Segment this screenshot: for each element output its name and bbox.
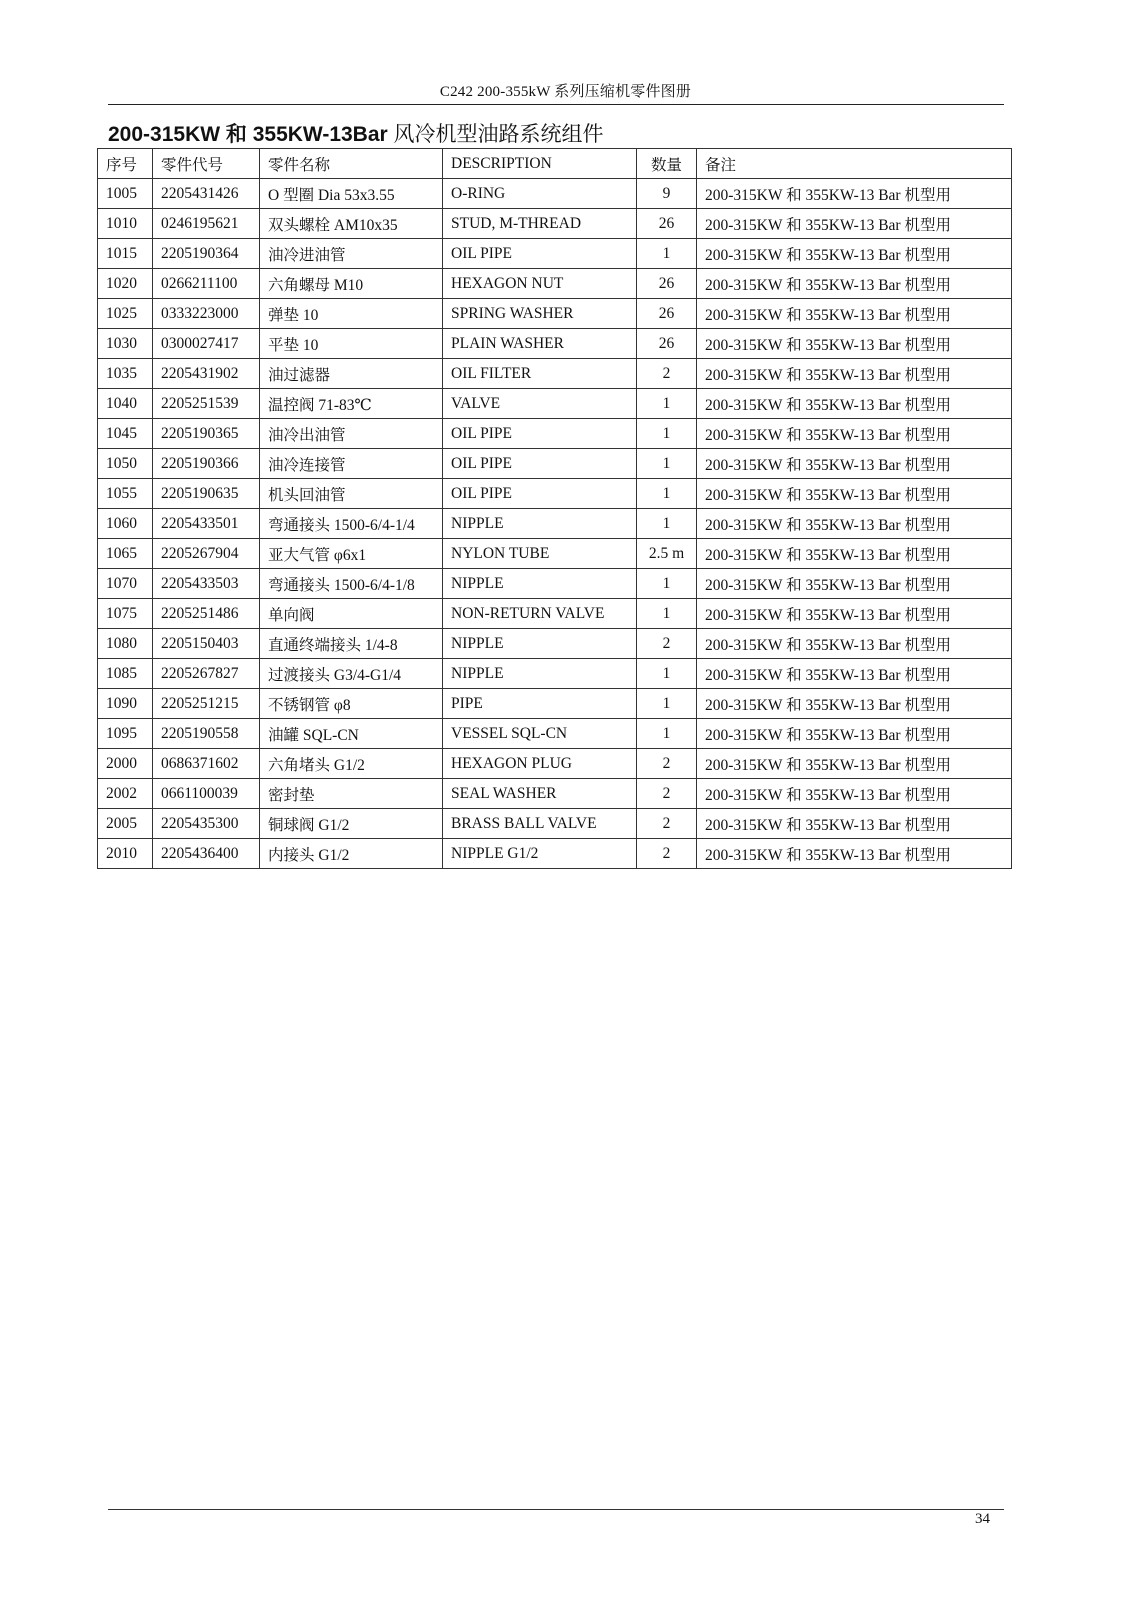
cell-quantity: 1 (637, 419, 697, 449)
cell-description: PLAIN WASHER (443, 329, 637, 359)
cell-part-code: 2205431902 (153, 359, 260, 389)
cell-seq: 1050 (98, 449, 153, 479)
cell-quantity: 1 (637, 509, 697, 539)
cell-remarks: 200-315KW 和 355KW-13 Bar 机型用 (697, 749, 1012, 779)
cell-part-name: 内接头 G1/2 (260, 839, 443, 869)
cell-part-name: 双头螺栓 AM10x35 (260, 209, 443, 239)
cell-part-code: 0300027417 (153, 329, 260, 359)
cell-part-name: 不锈钢管 φ8 (260, 689, 443, 719)
cell-quantity: 1 (637, 239, 697, 269)
cell-part-name: 油冷出油管 (260, 419, 443, 449)
cell-quantity: 2 (637, 839, 697, 869)
cell-description: NIPPLE G1/2 (443, 839, 637, 869)
cell-description: HEXAGON PLUG (443, 749, 637, 779)
cell-remarks: 200-315KW 和 355KW-13 Bar 机型用 (697, 509, 1012, 539)
table-row (98, 719, 1012, 749)
cell-seq: 2000 (98, 749, 153, 779)
table-row (98, 479, 1012, 509)
cell-remarks: 200-315KW 和 355KW-13 Bar 机型用 (697, 419, 1012, 449)
table-row (98, 209, 1012, 239)
cell-quantity: 26 (637, 209, 697, 239)
cell-part-code: 2205267904 (153, 539, 260, 569)
cell-part-code: 2205251539 (153, 389, 260, 419)
cell-part-code: 2205190365 (153, 419, 260, 449)
cell-description: SEAL WASHER (443, 779, 637, 809)
cell-part-name: 机头回油管 (260, 479, 443, 509)
table-row (98, 269, 1012, 299)
cell-seq: 1090 (98, 689, 153, 719)
cell-description: HEXAGON NUT (443, 269, 637, 299)
cell-part-code: 2205436400 (153, 839, 260, 869)
cell-description: BRASS BALL VALVE (443, 809, 637, 839)
cell-part-code: 0661100039 (153, 779, 260, 809)
cell-remarks: 200-315KW 和 355KW-13 Bar 机型用 (697, 479, 1012, 509)
cell-part-name: 油罐 SQL-CN (260, 719, 443, 749)
cell-quantity: 26 (637, 329, 697, 359)
table-row (98, 509, 1012, 539)
page-number: 34 (975, 1511, 990, 1527)
table-row (98, 809, 1012, 839)
cell-remarks: 200-315KW 和 355KW-13 Bar 机型用 (697, 449, 1012, 479)
cell-seq: 2002 (98, 779, 153, 809)
table-row (98, 779, 1012, 809)
cell-quantity: 1 (637, 449, 697, 479)
cell-seq: 1015 (98, 239, 153, 269)
cell-description: O-RING (443, 179, 637, 209)
cell-remarks: 200-315KW 和 355KW-13 Bar 机型用 (697, 569, 1012, 599)
cell-remarks: 200-315KW 和 355KW-13 Bar 机型用 (697, 269, 1012, 299)
cell-seq: 1035 (98, 359, 153, 389)
running-header: C242 200-355kW 系列压缩机零件图册 (439, 84, 692, 100)
cell-quantity: 1 (637, 389, 697, 419)
cell-description: OIL PIPE (443, 239, 637, 269)
cell-description: NIPPLE (443, 629, 637, 659)
cell-quantity: 1 (637, 719, 697, 749)
cell-remarks: 200-315KW 和 355KW-13 Bar 机型用 (697, 689, 1012, 719)
col-header-description: DESCRIPTION (443, 149, 637, 179)
cell-remarks: 200-315KW 和 355KW-13 Bar 机型用 (697, 209, 1012, 239)
cell-part-name: 油冷进油管 (260, 239, 443, 269)
cell-remarks: 200-315KW 和 355KW-13 Bar 机型用 (697, 719, 1012, 749)
cell-part-code: 2205190366 (153, 449, 260, 479)
table-row (98, 419, 1012, 449)
col-header-quantity: 数量 (637, 149, 697, 179)
cell-seq: 1075 (98, 599, 153, 629)
cell-part-name: O 型圈 Dia 53x3.55 (260, 179, 443, 209)
cell-quantity: 2 (637, 359, 697, 389)
table-row (98, 539, 1012, 569)
cell-quantity: 1 (637, 659, 697, 689)
cell-quantity: 2 (637, 749, 697, 779)
table-row (98, 179, 1012, 209)
parts-table (97, 148, 1012, 869)
cell-seq: 1095 (98, 719, 153, 749)
cell-seq: 1030 (98, 329, 153, 359)
cell-part-name: 铜球阀 G1/2 (260, 809, 443, 839)
cell-remarks: 200-315KW 和 355KW-13 Bar 机型用 (697, 539, 1012, 569)
cell-part-name: 油过滤器 (260, 359, 443, 389)
cell-quantity: 1 (637, 689, 697, 719)
table-header-row (98, 149, 1012, 179)
col-header-seq: 序号 (98, 149, 153, 179)
table-row (98, 449, 1012, 479)
cell-part-code: 2205433503 (153, 569, 260, 599)
cell-seq: 1025 (98, 299, 153, 329)
cell-part-code: 2205190558 (153, 719, 260, 749)
cell-part-name: 六角堵头 G1/2 (260, 749, 443, 779)
cell-part-code: 0333223000 (153, 299, 260, 329)
cell-seq: 1060 (98, 509, 153, 539)
cell-remarks: 200-315KW 和 355KW-13 Bar 机型用 (697, 779, 1012, 809)
cell-description: VALVE (443, 389, 637, 419)
table-row (98, 599, 1012, 629)
cell-description: NIPPLE (443, 659, 637, 689)
cell-part-name: 直通终端接头 1/4-8 (260, 629, 443, 659)
cell-remarks: 200-315KW 和 355KW-13 Bar 机型用 (697, 359, 1012, 389)
table-row (98, 359, 1012, 389)
section-title (108, 118, 604, 148)
table-row (98, 569, 1012, 599)
cell-part-code: 2205431426 (153, 179, 260, 209)
cell-part-name: 亚大气管 φ6x1 (260, 539, 443, 569)
cell-description: VESSEL SQL-CN (443, 719, 637, 749)
col-header-remarks: 备注 (697, 149, 1012, 179)
cell-quantity: 2 (637, 779, 697, 809)
cell-part-name: 弯通接头 1500-6/4-1/8 (260, 569, 443, 599)
cell-part-code: 2205433501 (153, 509, 260, 539)
col-header-part-code: 零件代号 (153, 149, 260, 179)
cell-part-code: 0246195621 (153, 209, 260, 239)
cell-remarks: 200-315KW 和 355KW-13 Bar 机型用 (697, 329, 1012, 359)
section-title-desc: 风冷机型油路系统组件 (387, 123, 604, 146)
cell-seq: 1045 (98, 419, 153, 449)
cell-seq: 1065 (98, 539, 153, 569)
cell-quantity: 2.5 m (637, 539, 697, 569)
cell-quantity: 26 (637, 269, 697, 299)
cell-seq: 1040 (98, 389, 153, 419)
cell-seq: 1020 (98, 269, 153, 299)
cell-part-name: 弹垫 10 (260, 299, 443, 329)
cell-quantity: 2 (637, 629, 697, 659)
cell-part-code: 2205190635 (153, 479, 260, 509)
cell-description: NIPPLE (443, 569, 637, 599)
cell-part-code: 2205267827 (153, 659, 260, 689)
cell-description: OIL FILTER (443, 359, 637, 389)
cell-part-code: 2205251486 (153, 599, 260, 629)
table-row (98, 629, 1012, 659)
cell-part-code: 0266211100 (153, 269, 260, 299)
cell-description: OIL PIPE (443, 449, 637, 479)
table-row (98, 689, 1012, 719)
cell-description: STUD, M-THREAD (443, 209, 637, 239)
cell-description: OIL PIPE (443, 479, 637, 509)
cell-quantity: 26 (637, 299, 697, 329)
cell-description: NYLON TUBE (443, 539, 637, 569)
cell-part-name: 温控阀 71-83℃ (260, 389, 443, 419)
cell-part-code: 0686371602 (153, 749, 260, 779)
cell-quantity: 2 (637, 809, 697, 839)
cell-part-name: 密封垫 (260, 779, 443, 809)
cell-quantity: 1 (637, 569, 697, 599)
cell-remarks: 200-315KW 和 355KW-13 Bar 机型用 (697, 839, 1012, 869)
cell-part-name: 弯通接头 1500-6/4-1/4 (260, 509, 443, 539)
cell-remarks: 200-315KW 和 355KW-13 Bar 机型用 (697, 299, 1012, 329)
cell-seq: 2005 (98, 809, 153, 839)
cell-part-name: 过渡接头 G3/4-G1/4 (260, 659, 443, 689)
cell-part-code: 2205435300 (153, 809, 260, 839)
table-row (98, 749, 1012, 779)
cell-seq: 1070 (98, 569, 153, 599)
table-row (98, 299, 1012, 329)
cell-description: NON-RETURN VALVE (443, 599, 637, 629)
table-row (98, 389, 1012, 419)
cell-part-name: 单向阀 (260, 599, 443, 629)
cell-description: NIPPLE (443, 509, 637, 539)
table-row (98, 239, 1012, 269)
cell-seq: 2010 (98, 839, 153, 869)
header-rule (108, 104, 1004, 105)
footer-rule (108, 1509, 1004, 1510)
section-title-model: 200-315KW 和 355KW-13Bar (108, 123, 388, 146)
cell-part-name: 平垫 10 (260, 329, 443, 359)
cell-remarks: 200-315KW 和 355KW-13 Bar 机型用 (697, 809, 1012, 839)
cell-seq: 1085 (98, 659, 153, 689)
cell-seq: 1080 (98, 629, 153, 659)
table-row (98, 329, 1012, 359)
cell-seq: 1010 (98, 209, 153, 239)
cell-description: OIL PIPE (443, 419, 637, 449)
cell-seq: 1055 (98, 479, 153, 509)
table-row (98, 659, 1012, 689)
cell-remarks: 200-315KW 和 355KW-13 Bar 机型用 (697, 389, 1012, 419)
cell-part-code: 2205251215 (153, 689, 260, 719)
cell-remarks: 200-315KW 和 355KW-13 Bar 机型用 (697, 629, 1012, 659)
col-header-part-name: 零件名称 (260, 149, 443, 179)
cell-remarks: 200-315KW 和 355KW-13 Bar 机型用 (697, 599, 1012, 629)
cell-quantity: 1 (637, 599, 697, 629)
cell-part-name: 六角螺母 M10 (260, 269, 443, 299)
cell-part-name: 油冷连接管 (260, 449, 443, 479)
cell-part-code: 2205150403 (153, 629, 260, 659)
cell-quantity: 1 (637, 479, 697, 509)
cell-remarks: 200-315KW 和 355KW-13 Bar 机型用 (697, 239, 1012, 269)
cell-remarks: 200-315KW 和 355KW-13 Bar 机型用 (697, 659, 1012, 689)
cell-remarks: 200-315KW 和 355KW-13 Bar 机型用 (697, 179, 1012, 209)
cell-description: PIPE (443, 689, 637, 719)
cell-part-code: 2205190364 (153, 239, 260, 269)
table-row (98, 839, 1012, 869)
cell-quantity: 9 (637, 179, 697, 209)
cell-seq: 1005 (98, 179, 153, 209)
cell-description: SPRING WASHER (443, 299, 637, 329)
